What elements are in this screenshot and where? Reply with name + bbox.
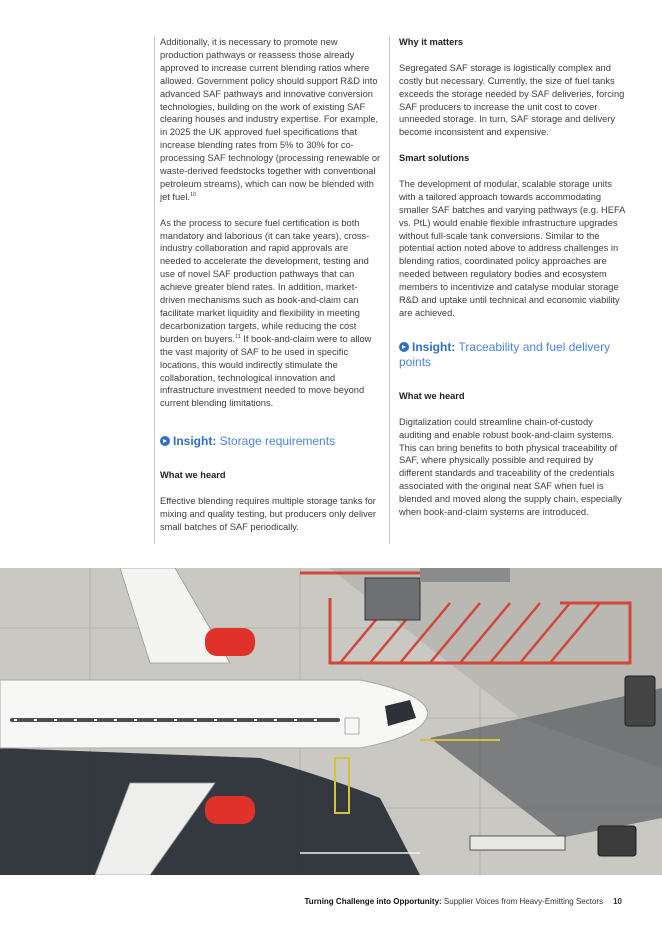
footnote-ref[interactable]: 11 [234,333,241,340]
paragraph: As the process to secure fuel certification is both mandatory and laborious (it can take years), cross-industry collaboration and rapid approvals are needed to accelerate the development, testing and use of novel SAF production pathways that can achieve greater blend rates. In addition, market-driven mechanisms such as book-and-claim can facilitate market liquidity and flexibility in meeting decarbonization targets, while reducing the cost burden on buyers.$^{11}$ If book-and-claim were to allow the vast majority of SAF to be used in specific locations, this would indirectly stimulate the collaboration, technological innovation and infrastructure investment needed to move beyond current blending limitations. [160,217,372,409]
airplane-photo [0,568,662,875]
page-footer: Turning Challenge into Opportunity: Supplier Voices from Heavy-Emitting Sectors 10 [304,897,622,906]
insight-heading: Insight: Traceability and fuel delivery points [399,339,611,369]
paragraph: Additionally, it is necessary to promote new production pathways or reassess those already approved to increase current blending ratios where allowed. Government policy should support R&D into advanced SAF pathways and innovative conversion technologies, building on the work of existing SAF clearing houses and industry expertise. For example, in 2025 the UK approved fuel specifications that increase blending rates from 5% to 30% for co-processing SAF technology (processing renewable or waste-derived feedstocks together with conventional petroleum streams), which can now be blended with jet fuel.$^{10}$ [160,37,381,202]
arrow-circle-icon [160,436,170,446]
section-heading: Smart solutions [399,153,470,164]
paragraph: Effective blending requires multiple storage tanks for mixing and quality testing, but producers only deliver small batches of SAF periodically. [160,496,377,532]
paragraph: Segregated SAF storage is logistically complex and costly but necessary. Currently, the size of fuel tanks exceeds the storage needed by SAF deliveries, forcing SAF producers to increase the unit cost to cover unneeded storage. In turn, SAF storage and delivery become inconsistent and expensive. [399,62,625,138]
section-heading: What we heard [399,390,465,401]
left-column [154,36,381,544]
paragraph: The development of modular, scalable storage units with a tailored approach towards accommodating smaller SAF batches and varying pathways (e.g. HEFA vs. PtL) would enable flexible infrastructure upgrades without full-scale tank conversions. Similar to the potential action noted above to address challenges in blending ratios, coordinated policy approaches are needed between regulatory bodies and ecosystem members to incentivize and catalyse modular storage R&D and uptake until technical and economic viability are achieved. [399,178,625,318]
section-heading: What we heard [160,470,226,481]
right-column [389,36,625,544]
arrow-circle-icon [399,342,409,352]
page-number: 10 [613,897,622,906]
insight-heading: Insight: Storage requirements [160,434,381,449]
section-heading: Why it matters [399,37,464,47]
paragraph: Digitalization could streamline chain-of-custody auditing and enable robust book-and-claim systems. This can bring benefits to both physical traceability of SAF, where physically possible and required by different standards and traceability of the credentials associated with the original neat SAF when fuel is blended and moved along the supply chain, especially when book-and-claim systems are introduced. [399,416,622,518]
footnote-ref[interactable]: 10 [189,191,197,198]
